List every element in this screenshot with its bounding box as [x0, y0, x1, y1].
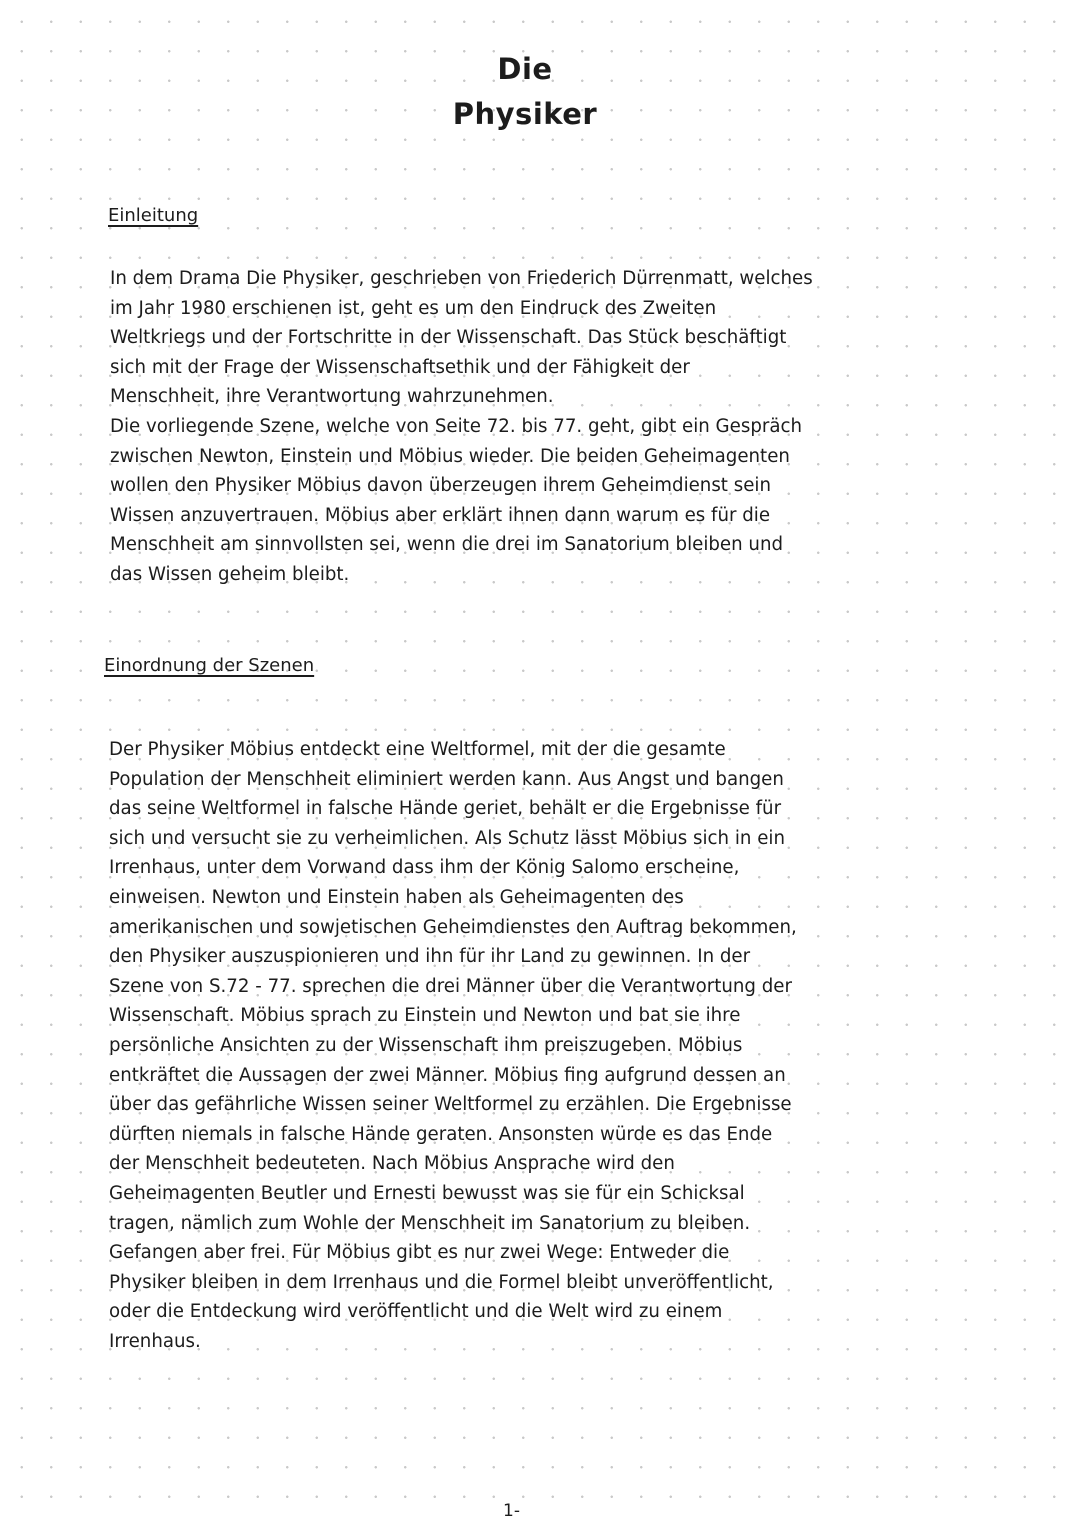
- text-line: tragen, nämlich zum Wohle der Menschheit im Sanatorium zu bleiben.: [109, 1212, 751, 1234]
- text-line: im Jahr 1980 erschienen ist, geht es um den Eindruck des Zweiten: [110, 297, 717, 319]
- text-line: Gefangen aber frei. Für Möbius gibt es nur zwei Wege: Entweder die: [109, 1242, 730, 1264]
- text-line: Der Physiker Möbius entdeckt eine Weltformel, mit der die gesamte: [109, 739, 726, 760]
- title-line-1: Die: [497, 52, 553, 87]
- section-body-intro: [110, 264, 813, 590]
- text-line: Wissenschaft. Möbius sprach zu Einstein und Newton und bat sie ihre: [109, 1005, 741, 1027]
- text-line: amerikanischen und sowjetischen Geheimdienstes den Auftrag bekommen,: [109, 916, 797, 938]
- section-body-scene-context: [109, 735, 797, 1356]
- text-line: Irrenhaus, unter dem Vorwand dass ihm der König Salomo erscheine,: [109, 857, 740, 879]
- text-line: über das gefährliche Wissen seiner Weltformel zu erzählen. Die Ergebnisse: [109, 1094, 792, 1116]
- text-line: Wissen anzuvertrauen. Möbius aber erklärt ihnen dann warum es für die: [110, 504, 771, 526]
- text-line: sich mit der Frage der Wissenschaftsethik und der Fähigkeit der: [110, 356, 690, 378]
- text-line: Geheimagenten Beutler und Ernesti bewusst was sie für ein Schicksal: [109, 1182, 745, 1204]
- text-line: der Menschheit bedeuteten. Nach Möbius Ansprache wird den: [109, 1153, 675, 1175]
- text-line: wollen den Physiker Möbius davon überzeugen ihrem Geheimdienst sein: [110, 475, 771, 497]
- text-line: einweisen. Newton und Einstein haben als Geheimagenten des: [109, 886, 684, 908]
- text-line: entkräftet die Aussagen der zwei Männer. Möbius fing aufgrund dessen an: [109, 1064, 786, 1086]
- text-line: oder die Entdeckung wird veröffentlicht und die Welt wird zu einem: [109, 1301, 723, 1323]
- document-title: [0, 47, 1050, 137]
- text-line: den Physiker auszuspionieren und ihn für ihr Land zu gewinnen. In der: [109, 946, 751, 968]
- text-line: dürften niemals in falsche Hände geraten. Ansonsten würde es das Ende: [109, 1123, 773, 1145]
- text-line: das Wissen geheim bleibt.: [110, 563, 350, 585]
- text-line: Menschheit am sinnvollsten sei, wenn die drei im Sanatorium bleiben und: [110, 534, 784, 556]
- text-line: Population der Menschheit eliminiert werden kann. Aus Angst und bangen: [109, 768, 784, 790]
- text-line: Irrenhaus.: [109, 1330, 201, 1352]
- text-line: In dem Drama Die Physiker, geschrieben von Friederich Dürrenmatt, welches: [110, 268, 813, 289]
- text-line: persönliche Ansichten zu der Wissenschaft ihm preiszugeben. Möbius: [109, 1034, 743, 1056]
- text-line: das seine Weltformel in falsche Hände geriet, behält er die Ergebnisse für: [109, 798, 782, 820]
- text-line: Szene von S.72 - 77. sprechen die drei Männer über die Verantwortung der: [109, 975, 792, 997]
- text-line: sich und versucht sie zu verheimlichen. Als Schutz lässt Möbius sich in ein: [109, 827, 785, 849]
- text-line: Die vorliegende Szene, welche von Seite 72. bis 77. geht, gibt ein Gespräch: [110, 415, 803, 437]
- text-line: Weltkriegs und der Fortschritte in der Wissenschaft. Das Stück beschäftigt: [110, 327, 787, 349]
- page-number: 1-: [503, 1501, 520, 1521]
- text-line: Physiker bleiben in dem Irrenhaus und die Formel bleibt unveröffentlicht,: [109, 1271, 774, 1293]
- text-line: Menschheit, ihre Verantwortung wahrzunehmen.: [110, 386, 554, 408]
- text-line: zwischen Newton, Einstein und Möbius wieder. Die beiden Geheimagenten: [110, 445, 790, 467]
- title-line-2: Physiker: [452, 97, 598, 132]
- section-heading-intro: Einleitung: [108, 205, 199, 226]
- section-heading-scene-context: Einordnung der Szenen: [104, 655, 315, 676]
